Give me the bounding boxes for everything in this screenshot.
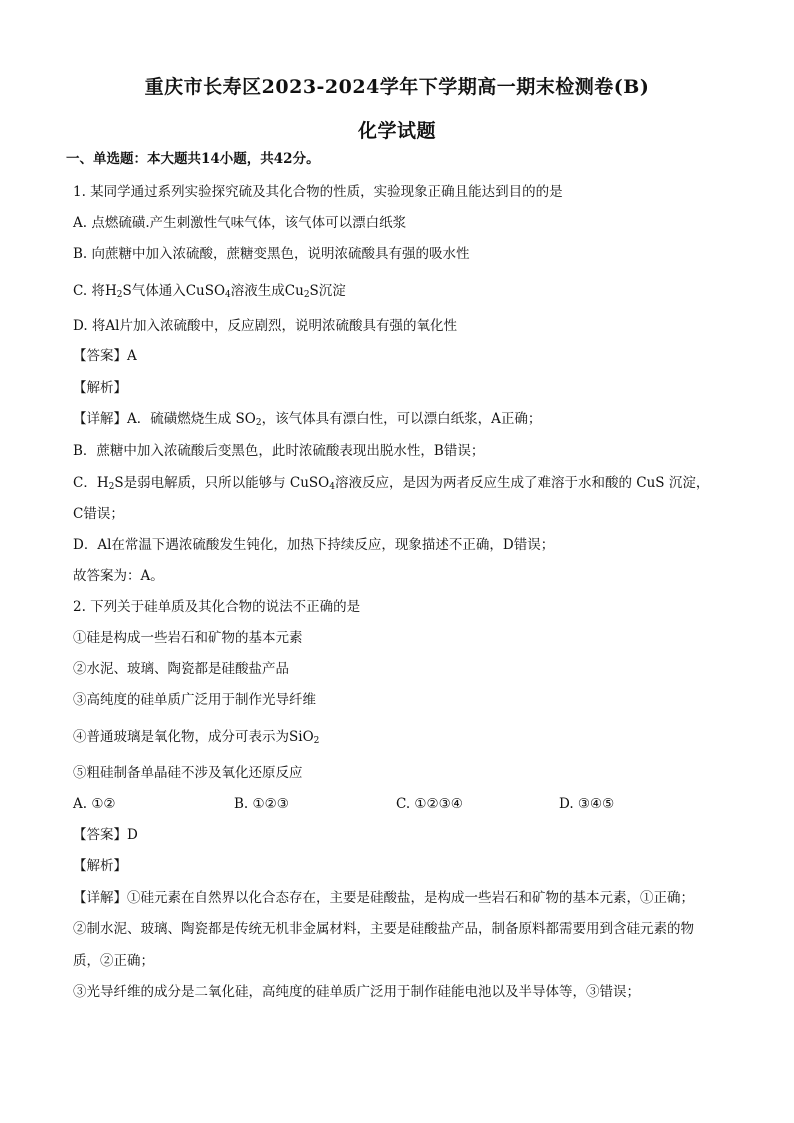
q1-detail-c-cont: C错误； (73, 506, 124, 522)
formula-cu2s: $Cu_2$ (284, 283, 310, 300)
q2-analysis-label: 【解析】 (73, 858, 127, 874)
q2-stem: 2. 下列关于硅单质及其化合物的说法不正确的是 (73, 599, 361, 615)
q1-option-c: C. 将$H_2S$气体通入CuSO$_4$溶液生成$Cu_2S$沉淀 (73, 283, 346, 300)
q2-detail-3: ③光导纤维的成分是二氧化硅，高纯度的硅单质广泛用于制作硅能电池以及半导体等，③错误； (73, 984, 640, 1000)
q1-option-c-text: C. 将 (73, 283, 105, 299)
q2-statement-5: ⑤粗硅制备单晶硅不涉及氧化还原反应 (73, 765, 303, 781)
q2-option-b: B. ①②③ (234, 796, 289, 812)
q2-detail-2: ②制水泥、玻璃、陶瓷都是传统无机非金属材料，主要是硅酸盐产品，制备原料都需要用到含硅元素的物 (73, 921, 694, 937)
q2-statement-4: ④普通玻璃是氧化物，成分可表示为SiO$_2$ (73, 729, 320, 746)
q1-conclusion: 故答案为：A。 (73, 568, 164, 584)
q1-option-a: A. 点燃硫磺.产生刺激性气味气体，该气体可以漂白纸浆 (73, 215, 407, 231)
q2-statement-2: ②水泥、玻璃、陶瓷都是硅酸盐产品 (73, 661, 289, 677)
section-heading: 一、单选题：本大题共14小题，共42分。 (66, 151, 320, 167)
q2-statement-1: ①硅是构成一些岩石和矿物的基本元素 (73, 630, 303, 646)
exam-subtitle: 化学试题 (357, 120, 436, 142)
q2-option-a: A. ①② (73, 796, 116, 812)
q1-option-d: D. 将Al片加入浓硫酸中，反应剧烈，说明浓硫酸具有强的氧化性 (73, 318, 457, 334)
formula-h2s: $H_2$ (104, 283, 123, 300)
q2-option-c: C. ①②③④ (396, 796, 463, 812)
formula-sio2: SiO$_2$ (289, 729, 320, 746)
q1-detail-c: C．$H_2S$是弱电解质，只所以能够与 CuSO$_4$溶液反应，是因为两者反应生成了难溶于水和酸的 CuS 沉淀， (73, 475, 710, 492)
q1-stem: 1. 某同学通过系列实验探究硫及其化合物的性质，实验现象正确且能达到目的的是 (73, 184, 563, 200)
formula-cuso4: CuSO$_4$ (185, 283, 231, 300)
q2-detail-2-cont: 质，②正确； (73, 953, 154, 969)
q1-detail-a: 【详解】A．硫磺燃烧生成 $SO_2$，该气体具有漂白性，可以漂白纸浆，A正确； (73, 411, 542, 428)
q2-detail-1: 【详解】①硅元素在自然界以化合态存在，主要是硅酸盐，是构成一些岩石和矿物的基本元素，①正确； (73, 890, 694, 906)
q2-answer: 【答案】D (73, 827, 138, 843)
q1-analysis-label: 【解析】 (73, 380, 127, 396)
exam-title: 重庆市长寿区2023-2024学年下学期高一期末检测卷(B) (144, 76, 650, 98)
q2-option-d: D. ③④⑤ (559, 796, 615, 812)
q1-detail-b: B．蔗糖中加入浓硫酸后变黑色，此时浓硫酸表现出脱水性，B错误； (73, 443, 485, 459)
q1-answer: 【答案】A (73, 348, 137, 364)
q2-statement-3: ③高纯度的硅单质广泛用于制作光导纤维 (73, 692, 316, 708)
q1-option-b: B. 向蔗糖中加入浓硫酸，蔗糖变黑色，说明浓硫酸具有强的吸水性 (73, 246, 470, 262)
q1-detail-d: D．Al在常温下遇浓硫酸发生钝化，加热下持续反应，现象描述不正确，D错误； (73, 537, 555, 553)
